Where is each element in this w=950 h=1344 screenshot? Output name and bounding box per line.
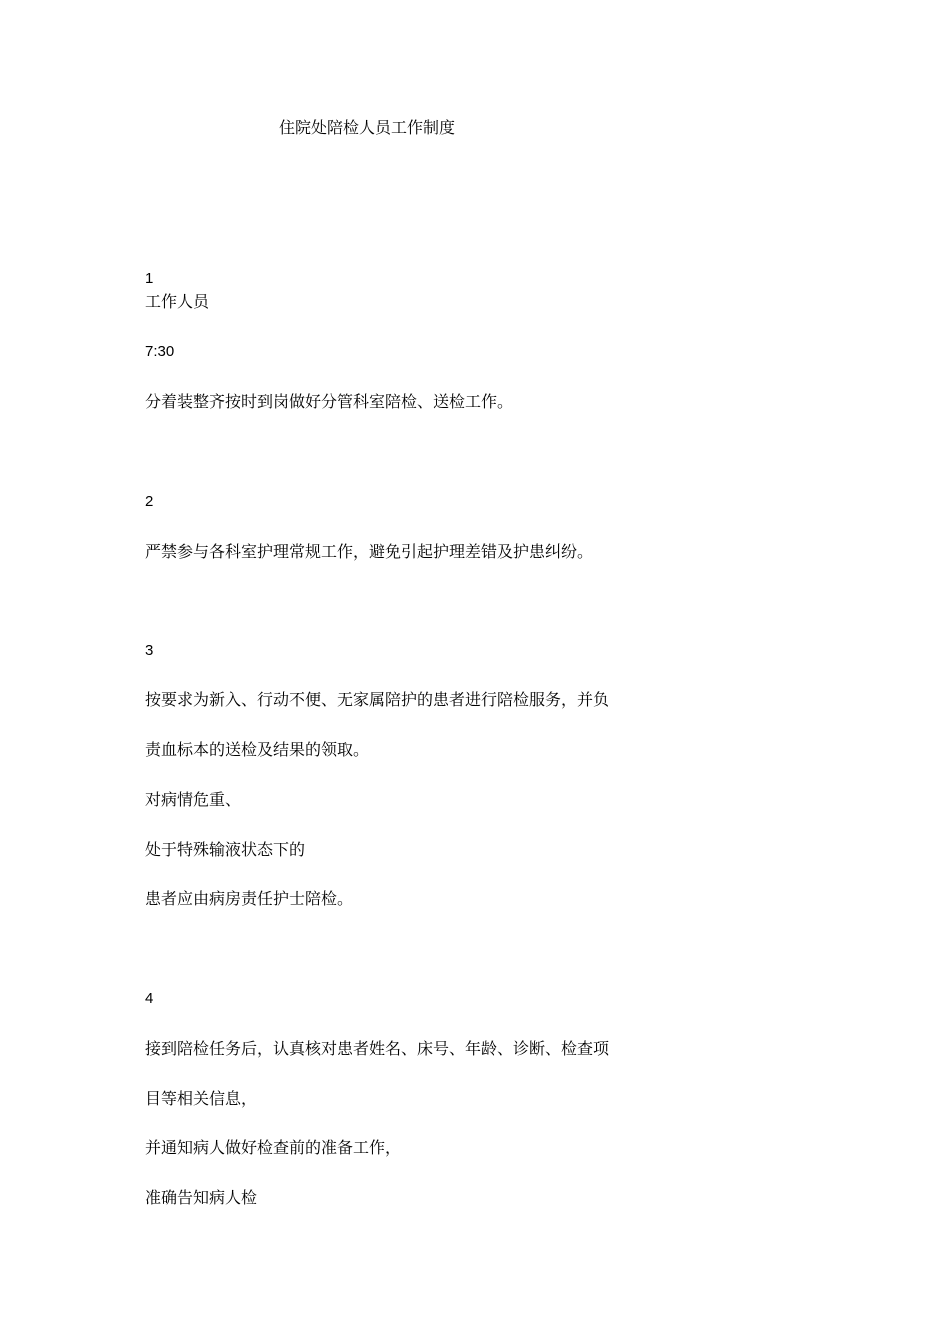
document-title: 住院处陪检人员工作制度 xyxy=(279,118,456,137)
paragraph-line: 目等相关信息， xyxy=(145,1089,258,1108)
paragraph-line: 按要求为新入、行动不便、无家属陪护的患者进行陪检服务，并负 xyxy=(145,690,610,709)
paragraph-line: 责血标本的送检及结果的领取。 xyxy=(145,740,370,759)
paragraph-line: 工作人员 xyxy=(145,292,210,311)
paragraph-line: 分着装整齐按时到岗做好分管科室陪检、送检工作。 xyxy=(145,392,514,411)
section-number: 3 xyxy=(145,642,154,659)
paragraph-line: 处于特殊输液状态下的 xyxy=(145,840,306,859)
paragraph-line: 并通知病人做好检查前的准备工作， xyxy=(145,1138,402,1157)
paragraph-line: 对病情危重、 xyxy=(145,790,242,809)
section-number: 4 xyxy=(145,990,154,1007)
paragraph-line: 接到陪检任务后，认真核对患者姓名、床号、年龄、诊断、检查项 xyxy=(145,1039,610,1058)
paragraph-line: 7:30 xyxy=(145,343,175,360)
section-number: 2 xyxy=(145,493,154,510)
paragraph-line: 严禁参与各科室护理常规工作，避免引起护理差错及护患纠纷。 xyxy=(145,542,594,561)
paragraph-line: 患者应由病房责任护士陪检。 xyxy=(145,889,354,908)
section-number: 1 xyxy=(145,270,154,287)
paragraph-line: 准确告知病人检 xyxy=(145,1188,258,1207)
